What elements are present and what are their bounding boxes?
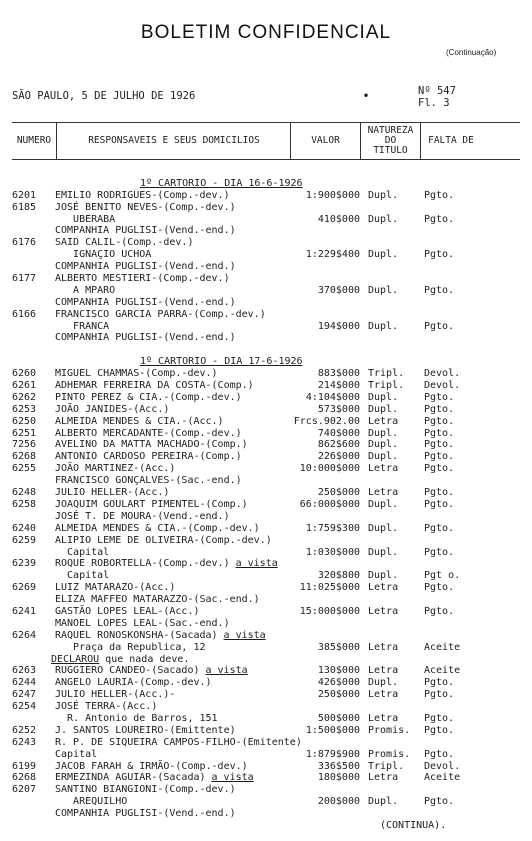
entry-name: SANTINO BIANGIONI-(Comp.-dev.) [55, 784, 236, 796]
table-row [0, 214, 532, 226]
entry-reason: Pgto. [424, 320, 455, 332]
table-row [0, 499, 532, 511]
table-row [0, 725, 532, 737]
entry-number: 6166 [12, 308, 37, 320]
entry-reason: Pgto. [424, 796, 455, 808]
table-row [0, 368, 532, 380]
entry-name: UBERABA [55, 213, 116, 225]
table-row [0, 558, 532, 570]
entry-value: 500$000 [317, 712, 360, 724]
entry-title-type: Tripl. [368, 380, 405, 392]
entry-name: JOÃO MARTINEZ-(Acc.) [55, 463, 176, 475]
section-heading-row [0, 356, 532, 368]
entry-name: COMPANHIA PUGLISI-(Vend.-end.) [55, 296, 236, 308]
col-header-responsaveis: RESPONSAVEIS E SEUS DOMICILIOS [88, 135, 260, 146]
continuation-label: (Continuação) [446, 48, 497, 57]
entry-number: 6253 [12, 403, 37, 415]
entry-value: 200$000 [317, 796, 360, 808]
entry-title-type: Tripl. [368, 368, 405, 380]
entry-name: ROQUE ROBORTELLA-(Comp.-dev.) [55, 558, 236, 570]
entry-number: 6269 [12, 582, 37, 594]
entry-value: 66:000$000 [299, 498, 360, 510]
entry-reason: Pgto. [424, 391, 455, 403]
entry-number: 6268 [12, 451, 37, 463]
table-row [0, 166, 532, 178]
entry-value: 1:229$400 [305, 249, 360, 261]
entry-name: ALMEIDA MENDES & CIA.-(Acc.) [55, 415, 224, 427]
entry-title-type: Letra [368, 641, 399, 653]
table-row [0, 618, 532, 630]
entry-title-type: Dupl. [368, 570, 399, 582]
entry-reason: Pgto. [424, 213, 455, 225]
entry-value: 862$600 [317, 439, 360, 451]
entry-reason: Pgto. [424, 689, 455, 701]
entry-name: Capital [55, 748, 98, 760]
table-row [0, 344, 532, 356]
table-row [0, 594, 532, 606]
entry-number: 6262 [12, 391, 37, 403]
entry-title-type: Dupl. [368, 320, 399, 332]
entry-name: Capital [55, 546, 110, 558]
entry-note-underlined: a vista [211, 772, 254, 784]
entry-reason: Pgto. [424, 748, 455, 760]
entry-title-type: Dupl. [368, 284, 399, 296]
entry-value: 1:879$900 [305, 748, 360, 760]
table-row [0, 630, 532, 642]
header-bottom-rule [12, 159, 520, 160]
entry-number: 6254 [12, 701, 37, 713]
table-row [0, 416, 532, 428]
entry-value: 336$500 [317, 760, 360, 772]
entry-reason: Devol. [424, 760, 461, 772]
bulletin-number: Nº 547 [418, 85, 456, 97]
entry-name: JACOB FARAH & IRMÃO-(Comp.-dev.) [55, 760, 248, 772]
entry-name: ANTONIO CARDOSO PEREIRA-(Comp.) [55, 451, 242, 463]
entry-name: Capital [55, 570, 110, 582]
entry-number: 6201 [12, 189, 37, 201]
entry-name: JOAQUIM GOULART PIMENTEL-(Comp.) [55, 498, 248, 510]
entry-name: COMPANHIA PUGLISI-(Vend.-end.) [55, 808, 236, 820]
entry-name: PINTO PEREZ & CIA.-(Comp.-dev.) [55, 391, 242, 403]
table-row [0, 487, 532, 499]
table-row [0, 237, 532, 249]
entry-number: 6241 [12, 605, 37, 617]
table-row [0, 689, 532, 701]
entry-number: 6260 [12, 368, 37, 380]
table-row [0, 261, 532, 273]
entry-name: ANGELO LAURIA-(Comp.-dev.) [55, 677, 212, 689]
entry-number: 6185 [12, 201, 37, 213]
entry-name: JULIO HELLER-(Acc.)- [55, 689, 176, 701]
table-row [0, 273, 532, 285]
continua-label: (CONTINUA). [380, 820, 447, 831]
table-row [0, 606, 532, 618]
entry-name: SAID CALIL-(Comp.-dev.) [55, 237, 194, 249]
entry-reason: Pgto. [424, 415, 455, 427]
entry-number: 6264 [12, 629, 37, 641]
entry-title-type: Dupl. [368, 546, 399, 558]
entry-name: ALBERTO MERCADANTE-(Comp.-dev.) [55, 427, 242, 439]
entry-name: 1º CARTORIO - DIA 17-6-1926 [140, 356, 303, 368]
entry-name: AVELINO DA MATTA MACHADO-(Comp.) [55, 439, 248, 451]
entry-value: Frcs.902.00 [293, 415, 360, 427]
entry-name: EMILIO RODRIGUES-(Comp.-dev.) [55, 189, 230, 201]
entry-name: RAQUEL RONOSKONSHA-(Sacada) [55, 629, 224, 641]
table-row [0, 463, 532, 475]
entry-value: 214$000 [317, 380, 360, 392]
entry-value: 226$000 [317, 451, 360, 463]
entry-name: FRANCISCO GONÇALVES-(Sac.-end.) [55, 475, 242, 487]
entry-reason: Pgto. [424, 284, 455, 296]
table-row [0, 677, 532, 689]
entry-number: 6176 [12, 237, 37, 249]
entry-value: 573$000 [317, 403, 360, 415]
entry-value: 370$000 [317, 284, 360, 296]
entry-name: AREQUILHO [55, 796, 128, 808]
entry-value: 1:030$000 [305, 546, 360, 558]
table-row [0, 665, 532, 677]
table-row [0, 523, 532, 535]
table-row [0, 713, 532, 725]
entry-title-type: Dupl. [368, 249, 399, 261]
entry-reason: Pgto. [424, 427, 455, 439]
entry-value: 250$000 [317, 689, 360, 701]
col-header-numero: NUMERO [16, 135, 52, 146]
entry-name: MANOEL LOPES LEAL-(Sac.-end.) [55, 617, 230, 629]
table-row [0, 190, 532, 202]
entry-name: ADHEMAR FERREIRA DA COSTA-(Comp.) [55, 380, 254, 392]
entry-reason: Pgto. [424, 189, 455, 201]
location-date: SÃO PAULO, 5 DE JULHO DE 1926 [12, 90, 196, 102]
entry-name: A MPARO [55, 284, 116, 296]
entry-number: 6251 [12, 427, 37, 439]
entry-reason: Devol. [424, 380, 461, 392]
entry-reason: Devol. [424, 368, 461, 380]
table-row [0, 737, 532, 749]
entry-name: JOÃO JANIDES-(Acc.) [55, 403, 170, 415]
entry-value: 250$000 [317, 487, 360, 499]
entry-title-type: Dupl. [368, 677, 399, 689]
entry-title-type: Letra [368, 582, 399, 594]
entry-name: JOSÉ BENITO NEVES-(Comp.-dev.) [55, 201, 236, 213]
col-header-falta: FALTA DE [428, 135, 474, 146]
entry-value: 740$000 [317, 427, 360, 439]
table-row [0, 439, 532, 451]
entry-title-type: Dupl. [368, 427, 399, 439]
table-row [0, 570, 532, 582]
table-row [0, 547, 532, 559]
sheet-number: Fl. 3 [418, 97, 450, 109]
entries-list [0, 166, 532, 820]
entry-reason: Pgto. [424, 522, 455, 534]
entry-number: 6239 [12, 558, 37, 570]
table-row [0, 475, 532, 487]
entry-name: J. SANTOS LOUREIRO-(Emittente) [55, 724, 236, 736]
entry-title-type: Promis. [368, 748, 411, 760]
col-header-natureza-2: DO [384, 135, 397, 146]
entry-title-type: Dupl. [368, 498, 399, 510]
table-row [0, 808, 532, 820]
entry-title-type: Dupl. [368, 391, 399, 403]
table-row [0, 511, 532, 523]
document-title: BOLETIM CONFIDENCIAL [140, 22, 392, 43]
entry-title-type: Letra [368, 712, 399, 724]
entry-value: 385$000 [317, 641, 360, 653]
entry-value: 426$000 [317, 677, 360, 689]
entry-number: 6247 [12, 689, 37, 701]
entry-name: R. P. DE SIQUEIRA CAMPOS-FILHO-(Emitente) [55, 736, 302, 748]
entry-number: 6263 [12, 665, 37, 677]
table-row [0, 642, 532, 654]
entry-name: MIGUEL CHAMMAS-(Comp.-dev.) [55, 368, 218, 380]
table-row [0, 297, 532, 309]
table-row [0, 309, 532, 321]
entry-value: 1:759$300 [305, 522, 360, 534]
entry-reason: Pgt o. [424, 570, 461, 582]
entry-name: JOSÉ TERRA-(Acc.) [55, 701, 158, 713]
entry-number: 6259 [12, 534, 37, 546]
entry-name: FRANCISCO GARCIA PARRA-(Comp.-dev.) [55, 308, 266, 320]
entry-number: 6244 [12, 677, 37, 689]
entry-name: 1º CARTORIO - DIA 16-6-1926 [140, 177, 303, 189]
entry-number: 6250 [12, 415, 37, 427]
entry-title-type: Letra [368, 772, 399, 784]
entry-reason: Pgto. [424, 451, 455, 463]
entry-name: GASTÃO LOPES LEAL-(Acc.) [55, 605, 200, 617]
entry-reason: Pgto. [424, 403, 455, 415]
table-row [0, 392, 532, 404]
entry-title-type: Dupl. [368, 451, 399, 463]
table-row [0, 654, 532, 666]
table-row [0, 380, 532, 392]
entry-number: 6243 [12, 736, 37, 748]
entry-name: ALMEIDA MENDES & CIA.-(Comp.-dev.) [55, 522, 260, 534]
entry-reason: Pgto. [424, 677, 455, 689]
entry-reason: Pgto. [424, 582, 455, 594]
entry-number: 6240 [12, 522, 37, 534]
entry-title-type: Letra [368, 463, 399, 475]
entry-note: que nada deve. [99, 653, 190, 665]
entry-number: 6268 [12, 772, 37, 784]
entry-title-type: Tripl. [368, 760, 405, 772]
entry-name: IGNAÇIO UCHOA [55, 249, 152, 261]
entry-title-type: Letra [368, 415, 399, 427]
entry-title-type: Dupl. [368, 522, 399, 534]
entry-value: 883$000 [317, 368, 360, 380]
col-divider-1 [56, 122, 57, 160]
entry-reason: Pgto. [424, 249, 455, 261]
table-row [0, 321, 532, 333]
table-row [0, 249, 532, 261]
entry-name: COMPANHIA PUGLISI-(Vend.-end.) [55, 225, 236, 237]
entry-number: 7256 [12, 439, 37, 451]
entry-name: DECLAROU [51, 653, 100, 665]
entry-number: 6252 [12, 724, 37, 736]
entry-number: 6199 [12, 760, 37, 772]
entry-name: ERMEZINDA AGUIAR-(Sacada) [55, 772, 212, 784]
entry-name: LUIZ MATARAZO-(Acc.) [55, 582, 176, 594]
entry-title-type: Letra [368, 665, 399, 677]
entry-name: ALIPIO LEME DE OLIVEIRA-(Comp.-dev.) [55, 534, 272, 546]
entry-value: 15:000$000 [299, 605, 360, 617]
entry-title-type: Dupl. [368, 439, 399, 451]
table-row [0, 701, 532, 713]
entry-name: COMPANHIA PUGLISI-(Vend.-end.) [55, 261, 236, 273]
bullet-mark: • [363, 91, 370, 102]
col-header-natureza-1: NATUREZA [367, 125, 414, 136]
entry-value: 11:025$000 [299, 582, 360, 594]
table-row [0, 582, 532, 594]
table-row [0, 332, 532, 344]
entry-number: 6258 [12, 498, 37, 510]
entry-name: JULIO HELLER-(Acc.) [55, 487, 170, 499]
entry-name: ALBERTO MESTIERI-(Comp.-dev.) [55, 273, 230, 285]
entry-title-type: Letra [368, 689, 399, 701]
entry-note-underlined: a vista [235, 558, 278, 570]
entry-reason: Pgto. [424, 605, 455, 617]
entry-title-type: Dupl. [368, 189, 399, 201]
entry-name: Praça da Republica, 12 [55, 641, 206, 653]
entry-title-type: Dupl. [368, 403, 399, 415]
entry-value: 130$000 [317, 665, 360, 677]
table-row [0, 749, 532, 761]
table-row [0, 404, 532, 416]
entry-reason: Pgto. [424, 498, 455, 510]
entry-reason: Pgto. [424, 546, 455, 558]
entry-value: 1:500$000 [305, 724, 360, 736]
entry-name: ELIZA MAFFEO MATARAZZO-(Sac.-end.) [55, 594, 260, 606]
table-row [0, 202, 532, 214]
entry-value: 4:104$000 [305, 391, 360, 403]
table-row [0, 535, 532, 547]
entry-name: RUGGIERO CANDEO-(Sacado) [55, 665, 206, 677]
table-row [0, 784, 532, 796]
entry-value: 320$800 [317, 570, 360, 582]
entry-reason: Pgto. [424, 724, 455, 736]
table-row [0, 285, 532, 297]
col-header-valor: VALOR [311, 135, 340, 146]
entry-number: 6177 [12, 273, 37, 285]
entry-number: 6255 [12, 463, 37, 475]
entry-reason: Pgto. [424, 712, 455, 724]
entry-note-underlined: a vista [205, 665, 248, 677]
entry-title-type: Letra [368, 487, 399, 499]
entry-name: R. Antonio de Barros, 151 [55, 712, 218, 724]
entry-title-type: Promis. [368, 724, 411, 736]
entry-title-type: Dupl. [368, 796, 399, 808]
entry-value: 410$000 [317, 213, 360, 225]
entry-reason: Aceite [424, 641, 461, 653]
table-row [0, 796, 532, 808]
entry-number: 6261 [12, 380, 37, 392]
table-row [0, 772, 532, 784]
entry-name: JOSÉ T. DE MOURA-(Vend.-end.) [55, 510, 230, 522]
entry-reason: Pgto. [424, 487, 455, 499]
entry-name: FRANCA [55, 320, 110, 332]
entry-title-type: Letra [368, 605, 399, 617]
header-top-rule [12, 122, 520, 123]
table-row [0, 428, 532, 440]
entry-value: 1:900$000 [305, 189, 360, 201]
entry-note-underlined: a vista [223, 629, 266, 641]
entry-value: 10:000$000 [299, 463, 360, 475]
col-header-natureza-3: TITULO [373, 145, 408, 156]
table-row [0, 451, 532, 463]
entry-reason: Aceite [424, 772, 461, 784]
entry-name: COMPANHIA PUGLISI-(Vend.-end.) [55, 332, 236, 344]
table-row [0, 761, 532, 773]
entry-title-type: Dupl. [368, 213, 399, 225]
entry-reason: Pgto. [424, 463, 455, 475]
entry-number: 6248 [12, 487, 37, 499]
table-row [0, 225, 532, 237]
section-heading-row [0, 178, 532, 190]
entry-value: 194$000 [317, 320, 360, 332]
entry-reason: Pgto. [424, 439, 455, 451]
entry-value: 180$000 [317, 772, 360, 784]
entry-number: 6207 [12, 784, 37, 796]
entry-reason: Aceite [424, 665, 461, 677]
